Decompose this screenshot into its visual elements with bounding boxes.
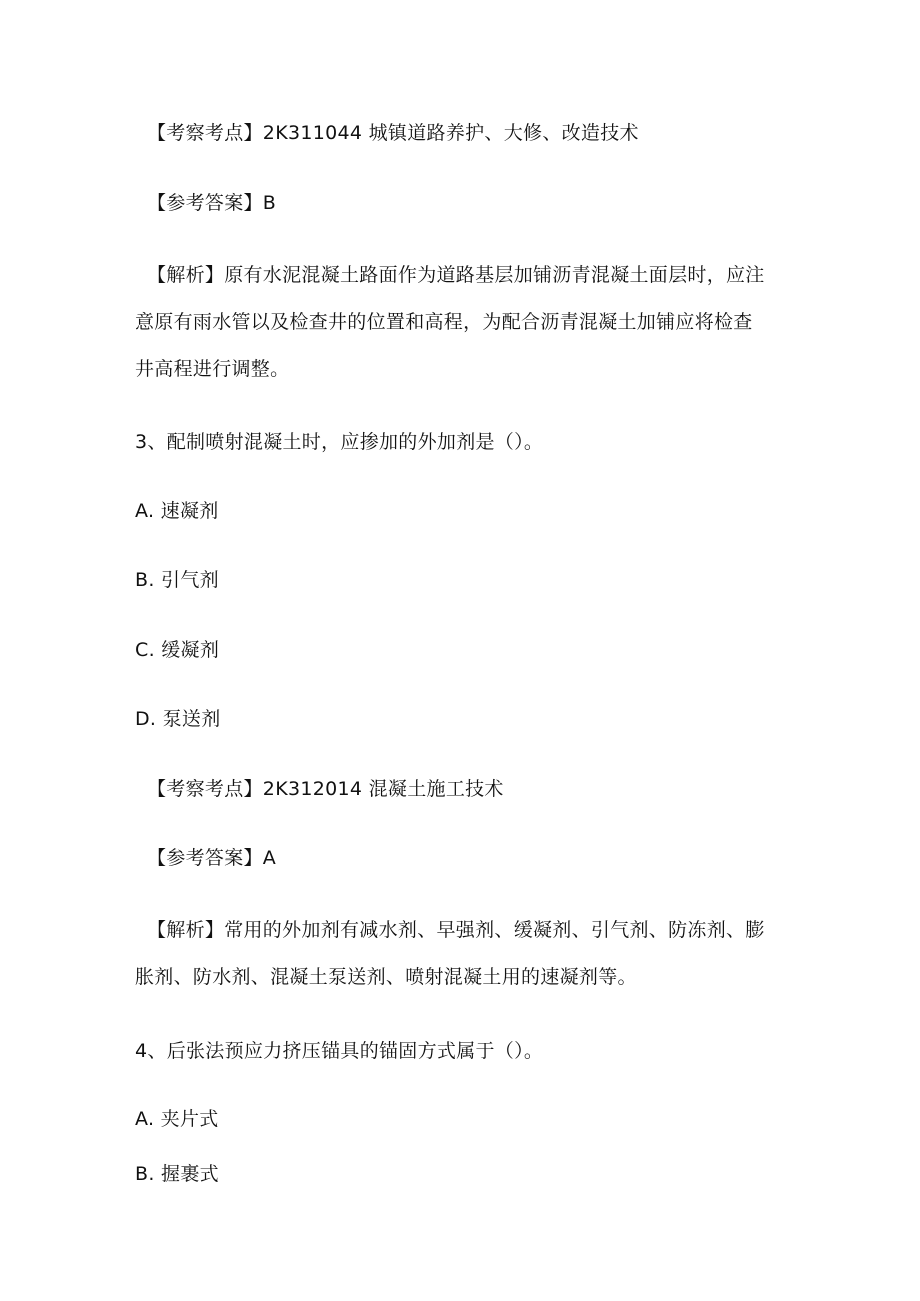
q3-reference-answer: 【参考答案】A: [147, 847, 277, 869]
q2-analysis-line-3: 井高程进行调整。: [135, 358, 290, 380]
q2-analysis: [135, 252, 797, 393]
q2-exam-point: 【考察考点】2K311044 城镇道路养护、大修、改造技术: [147, 122, 639, 144]
q3-option-b: B. 引气剂: [135, 569, 219, 591]
q2-analysis-line-1: 【解析】原有水泥混凝土路面作为道路基层加铺沥青混凝土面层时，应注: [147, 264, 765, 286]
q3-option-d: D. 泵送剂: [135, 708, 221, 730]
q3-exam-point: 【考察考点】2K312014 混凝土施工技术: [147, 778, 504, 800]
q4-option-b: B. 握裹式: [135, 1163, 219, 1185]
q4-question: 4、后张法预应力挤压锚具的锚固方式属于（）。: [135, 1040, 544, 1062]
q2-analysis-line-2: 意原有雨水管以及检查井的位置和高程，为配合沥青混凝土加铺应将检查: [135, 311, 753, 333]
q4-option-a: A. 夹片式: [135, 1108, 219, 1130]
q3-option-a: A. 速凝剂: [135, 500, 219, 522]
q3-question: 3、配制喷射混凝土时，应掺加的外加剂是（）。: [135, 431, 544, 453]
q3-option-c: C. 缓凝剂: [135, 639, 220, 661]
q2-reference-answer: 【参考答案】B: [147, 192, 277, 214]
q3-analysis-line-1: 【解析】常用的外加剂有减水剂、早强剂、缓凝剂、引气剂、防冻剂、膨: [147, 919, 765, 941]
q3-analysis-line-2: 胀剂、防水剂、混凝土泵送剂、喷射混凝土用的速凝剂等。: [135, 966, 637, 988]
q3-analysis: [135, 907, 797, 1001]
